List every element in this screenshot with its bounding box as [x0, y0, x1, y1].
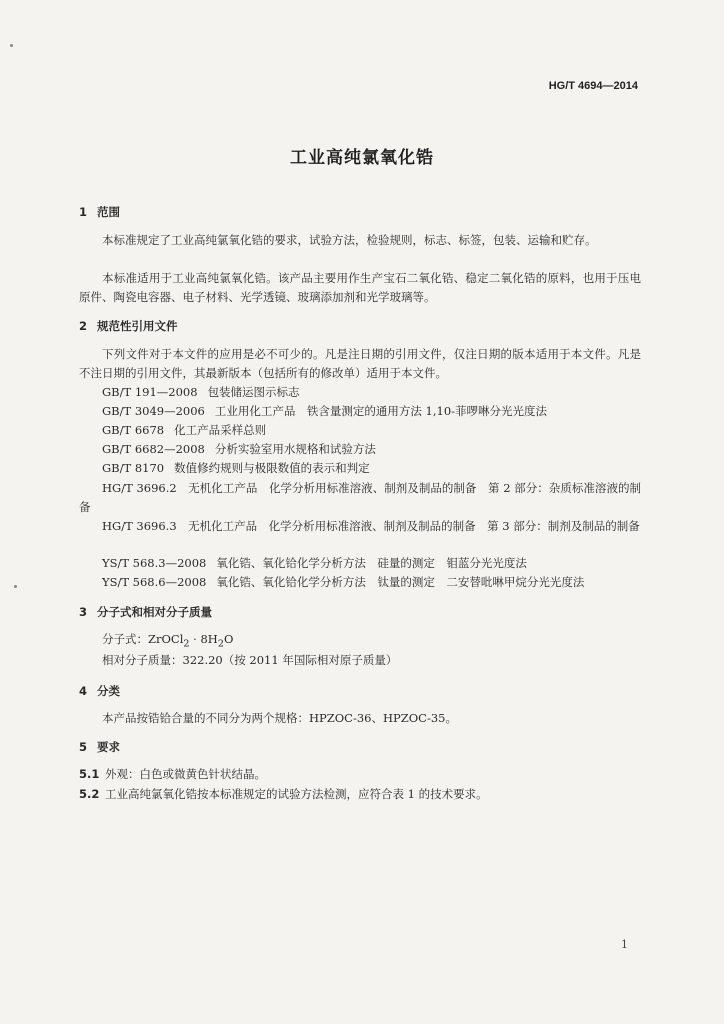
reference-item: GB/T 8170 数值修约规则与极限数值的表示和判定: [102, 461, 370, 475]
scan-speck: [10, 44, 13, 47]
reference-item: YS/T 568.6—2008 氧化锆、氧化铪化学分析方法 钛量的测定 二安替吡啉甲烷分光光度法: [102, 575, 585, 589]
scan-speck: [14, 585, 17, 588]
section-heading-1: 1 范围: [79, 205, 120, 219]
section-heading-4: 4 分类: [79, 684, 120, 698]
page-number: 1: [621, 938, 628, 951]
reference-item: HG/T 3696.2 无机化工产品 化学分析用标准溶液、制剂及制品的制备 第 2 部分：杂质标准溶液的制备: [79, 481, 641, 514]
reference-item: HG/T 3696.3 无机化工产品 化学分析用标准溶液、制剂及制品的制备 第 3 部分：制剂及制品的制备: [102, 519, 640, 533]
paragraph: 下列文件对于本文件的应用是必不可少的。凡是注日期的引用文件，仅注日期的版本适用于本文件。凡是不注日期的引用文件，其最新版本（包括所有的修改单）适用于本文件。: [79, 347, 641, 380]
requirement-item: 5.2 工业高纯氯氧化锆按本标准规定的试验方法检测，应符合表 1 的技术要求。: [79, 787, 488, 801]
section-heading-5: 5 要求: [79, 740, 120, 754]
section-heading-3: 3 分子式和相对分子质量: [79, 605, 212, 619]
paragraph: 本产品按锆铪合量的不同分为两个规格：HPZOC-36、HPZOC-35。: [102, 711, 458, 725]
reference-item: GB/T 3049—2006 工业用化工产品 铁含量测定的通用方法 1,10-菲啰啉分光光度法: [102, 404, 548, 418]
molecular-mass: 相对分子质量：322.20（按 2011 年国际相对原子质量）: [102, 653, 398, 667]
reference-item: YS/T 568.3—2008 氧化锆、氧化铪化学分析方法 硅量的测定 钼蓝分光光度法: [102, 556, 527, 570]
document-title: 工业高纯氯氧化锆: [290, 148, 434, 168]
reference-item: GB/T 6682—2008 分析实验室用水规格和试验方法: [102, 442, 376, 456]
standard-code: HG/T 4694—2014: [548, 80, 638, 92]
reference-item: GB/T 191—2008 包装储运图示标志: [102, 385, 300, 399]
section-heading-2: 2 规范性引用文件: [79, 319, 178, 333]
paragraph: 本标准适用于工业高纯氯氧化锆。该产品主要用作生产宝石二氧化锆、稳定二氧化锆的原料，也用于压电原件、陶瓷电容器、电子材料、光学透镜、玻璃添加剂和光学玻璃等。: [79, 271, 641, 304]
requirement-item: 5.1 外观：白色或微黄色针状结晶。: [79, 767, 266, 781]
paragraph: 本标准规定了工业高纯氯氧化锆的要求，试验方法，检验规则，标志、标签，包装、运输和贮存。: [102, 233, 597, 247]
molecular-formula: 分子式：ZrOCl$_2$ · $8H_2O$: [102, 632, 234, 650]
reference-item: GB/T 6678 化工产品采样总则: [102, 423, 267, 437]
